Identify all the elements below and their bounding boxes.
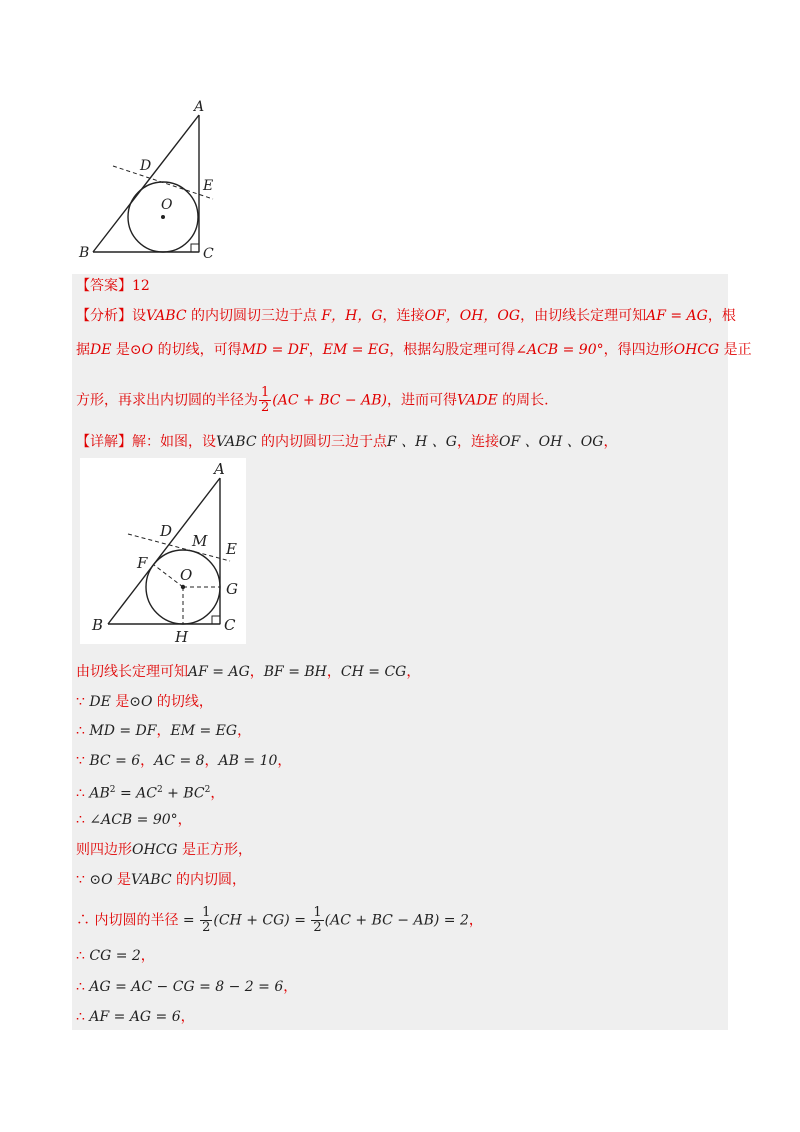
therefore-symbol: ∴	[76, 723, 90, 739]
math: BC = 6	[89, 753, 141, 769]
math: MD = DF	[241, 342, 309, 358]
math: EM = EG	[170, 723, 238, 739]
text: 方形，再求出内切圆的半径为	[76, 392, 258, 409]
label-F: F	[137, 554, 148, 572]
answer-value: 12	[132, 278, 150, 294]
label-O: O	[180, 566, 193, 584]
text: ，	[140, 753, 155, 769]
detail-line-1	[76, 432, 617, 452]
math: (AC + BC − AB)	[272, 392, 387, 409]
math: AB = 10	[218, 753, 278, 769]
superscript: 2	[156, 785, 163, 795]
text: ，	[204, 753, 219, 769]
step-1	[76, 662, 420, 682]
text: ，	[180, 1009, 195, 1025]
label-C: C	[224, 616, 236, 634]
text: ，	[177, 812, 192, 828]
label-E: E	[226, 540, 237, 558]
text: ，连接	[457, 434, 499, 450]
label-E: E	[203, 178, 214, 194]
math: AF = AG	[646, 308, 708, 324]
text: ，由切线长定理可知	[520, 308, 647, 324]
numerator: 1	[202, 905, 211, 920]
step-4	[76, 751, 291, 771]
text: 的周长.	[497, 392, 549, 409]
therefore-symbol: ∴	[76, 948, 90, 964]
label-D: D	[160, 522, 173, 540]
math: DE	[89, 694, 111, 710]
because-symbol: ∵	[76, 694, 90, 710]
math: AB	[89, 785, 110, 802]
text: ，	[249, 664, 264, 680]
text: ，根	[707, 308, 736, 324]
text: 则四边形	[76, 842, 132, 858]
text: ∴ 内切圆的半径	[76, 912, 179, 929]
math: F 、H 、G	[386, 434, 457, 450]
label-O: O	[161, 197, 173, 213]
text: ，根据勾股定理可得	[389, 342, 516, 358]
figure-triangle-incircle-detailed	[80, 458, 246, 644]
therefore-symbol: ∴	[76, 812, 90, 828]
because-symbol: ∵	[76, 753, 90, 769]
text: 是	[112, 872, 132, 888]
therefore-symbol: ∴	[76, 1009, 90, 1025]
math: ⊙O	[89, 872, 113, 888]
analysis-line-2	[76, 340, 752, 360]
analysis-tag: 【分析】	[76, 308, 132, 324]
text: ，	[156, 723, 171, 739]
math: VABC	[131, 872, 172, 888]
superscript: 2	[204, 785, 211, 795]
label-D: D	[140, 158, 152, 174]
label-A: A	[214, 460, 225, 478]
text: 的内切圆切三边于点	[256, 434, 387, 450]
label-B: B	[79, 245, 90, 261]
step-9	[76, 906, 483, 935]
math: VADE	[456, 392, 498, 409]
step-2	[76, 692, 213, 712]
label-B: B	[92, 616, 104, 634]
step-10	[76, 946, 155, 966]
math: ⊙O	[129, 342, 154, 358]
math: OF 、OH 、OG	[499, 434, 604, 450]
math: OHCG	[132, 842, 178, 858]
math: (AC + BC − AB) = 2	[324, 912, 469, 929]
numerator: 1	[313, 905, 322, 920]
label-H: H	[175, 628, 189, 644]
math: EM = EG	[322, 342, 390, 358]
label-M: M	[192, 532, 208, 550]
math: ⊙O	[129, 694, 153, 710]
text: 的内切圆，	[171, 872, 247, 888]
math: VABC	[216, 434, 257, 450]
text: ，	[326, 664, 341, 680]
label-A: A	[194, 99, 205, 115]
text: 据	[76, 342, 90, 358]
math: =	[178, 912, 200, 929]
text: ，进而可得	[386, 392, 457, 409]
math: ∠ACB = 90°	[515, 342, 604, 358]
therefore-symbol: ∴	[76, 785, 90, 802]
text: ，连接	[382, 308, 425, 324]
text: ，	[308, 342, 323, 358]
denominator: 2	[261, 400, 270, 415]
text: ，	[283, 979, 298, 995]
step-11	[76, 977, 297, 997]
text: 是正	[719, 342, 752, 358]
step-12	[76, 1007, 195, 1027]
text: ，	[210, 785, 225, 802]
math: ∠ACB = 90°	[89, 812, 178, 828]
text: 是	[111, 342, 130, 358]
math: OHCG	[673, 342, 720, 358]
text: 解：如图，设	[132, 434, 216, 450]
text: 的切线，可得	[153, 342, 242, 358]
therefore-symbol: ∴	[76, 979, 90, 995]
text: 的切线，	[152, 694, 213, 710]
text: ，	[237, 723, 252, 739]
text: 的内切圆切三边于点	[186, 308, 317, 324]
fraction	[311, 906, 323, 935]
numerator: 1	[261, 385, 270, 400]
text: ，得四边形	[603, 342, 674, 358]
math: (CH + CG) =	[213, 912, 311, 929]
text: ，	[603, 434, 618, 450]
text: 设	[132, 308, 146, 324]
step-5	[76, 780, 224, 804]
text: 是正方形，	[177, 842, 253, 858]
detail-tag: 【详解】	[76, 434, 132, 450]
text: ，	[406, 664, 421, 680]
text: 由切线长定理可知	[76, 664, 188, 680]
math: CG = 2	[89, 948, 141, 964]
superscript: 2	[109, 785, 116, 795]
math: AG = AC − CG = 8 − 2 = 6	[89, 979, 284, 995]
math: AF = AG	[188, 664, 250, 680]
step-6	[76, 810, 192, 830]
math: CH = CG	[340, 664, 407, 680]
fraction	[200, 906, 212, 935]
math: BF = BH	[263, 664, 327, 680]
step-3	[76, 721, 251, 741]
answer-line	[76, 276, 150, 296]
math: = AC	[115, 785, 157, 802]
text: ，	[468, 912, 483, 929]
label-G: G	[226, 580, 238, 598]
math: AC = 8	[154, 753, 205, 769]
answer-tag: 【答案】	[76, 278, 132, 294]
denominator: 2	[313, 920, 322, 935]
step-7	[76, 840, 252, 860]
math: F，H，G	[316, 308, 383, 324]
analysis-line-3	[76, 386, 549, 415]
math: + BC	[162, 785, 205, 802]
step-8	[76, 870, 246, 890]
figure-triangle-incircle	[75, 95, 235, 270]
analysis-line-1	[76, 306, 736, 326]
text: 是	[110, 694, 130, 710]
text: ，	[277, 753, 292, 769]
math: MD = DF	[89, 723, 157, 739]
math: AF = AG = 6	[89, 1009, 181, 1025]
fraction	[259, 386, 271, 415]
because-symbol: ∵	[76, 872, 90, 888]
text: ，	[140, 948, 155, 964]
math: DE	[90, 342, 112, 358]
math: VABC	[146, 308, 187, 324]
math: OF，OH，OG	[424, 308, 521, 324]
label-C: C	[203, 246, 214, 262]
denominator: 2	[202, 920, 211, 935]
